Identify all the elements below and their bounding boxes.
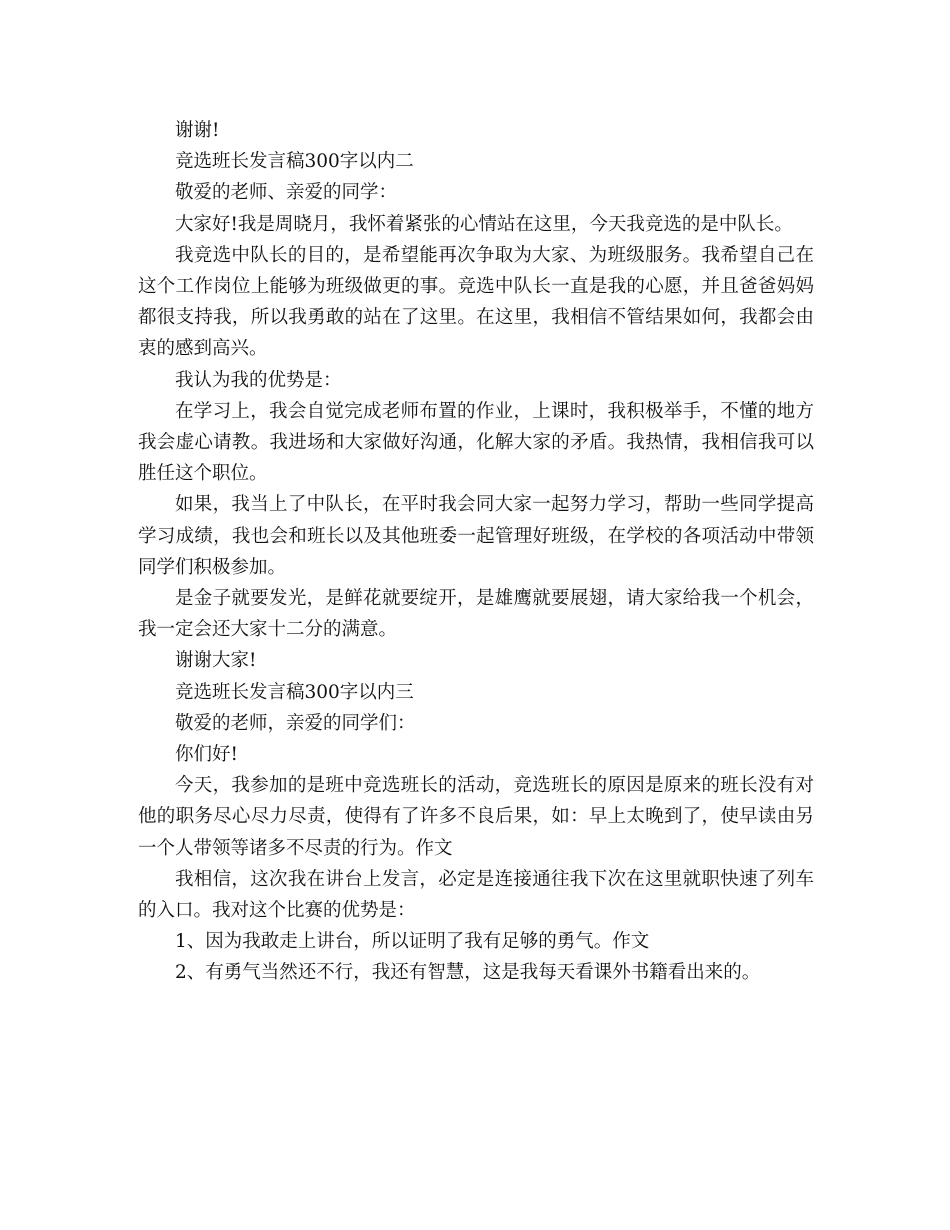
body-paragraph: 在学习上，我会自觉完成老师布置的作业，上课时，我积极举手，不懂的地方我会虚心请教。我进场和大家做好沟通，化解大家的矛盾。我热情，我相信我可以胜任这个职位。: [138, 400, 814, 485]
body-paragraph: 大家好!我是周晓月，我怀着紧张的心情站在这里，今天我竞选的是中队长。: [175, 213, 793, 235]
body-paragraph: 我认为我的优势是：: [175, 369, 342, 391]
list-item: 1、因为我敢走上讲台，所以证明了我有足够的勇气。作文: [175, 931, 650, 953]
section-heading-2: 竞选班长发言稿300字以内二: [175, 151, 414, 173]
salutation: 敬爱的老师，亲爱的同学们：: [175, 712, 416, 734]
body-paragraph: 如果，我当上了中队长，在平时我会同大家一起努力学习，帮助一些同学提高学习成绩，我也会和班长以及其他班委一起管理好班级，在学校的各项活动中带领同学们积极参加。: [138, 494, 814, 578]
body-paragraph: 我相信，这次我在讲台上发言，必定是连接通往我下次在这里就职快速了列车的入口。我对这个比赛的优势是：: [138, 868, 814, 922]
section-heading-3: 竞选班长发言稿300字以内三: [175, 681, 414, 703]
closing-thanks: 谢谢大家!: [175, 650, 257, 672]
salutation: 敬爱的老师、亲爱的同学：: [175, 182, 398, 204]
greeting: 你们好!: [175, 744, 238, 766]
body-paragraph: 是金子就要发光，是鲜花就要绽开，是雄鹰就要展翅，请大家给我一个机会，我一定会还大家十二分的满意。: [138, 588, 814, 641]
list-item: 2、有勇气当然还不行，我还有智慧，这是我每天看课外书籍看出来的。: [175, 962, 761, 984]
body-paragraph: 今天，我参加的是班中竞选班长的活动，竞选班长的原因是原来的班长没有对他的职务尽心尽力尽责，使得有了许多不良后果，如：早上太晚到了，使早读由另一个人带领等诸多不尽责的行为。作文: [138, 775, 814, 859]
document-body: [138, 115, 814, 989]
body-paragraph: 我竞选中队长的目的，是希望能再次争取为大家、为班级服务。我希望自己在这个工作岗位上能够为班级做更的事。竞选中队长一直是我的心愿，并且爸爸妈妈都很支持我，所以我勇敢的站在了这里。在这里，我相信不管结果如何，我都会由衷的感到高兴。: [138, 244, 814, 360]
closing-thanks: 谢谢!: [175, 120, 220, 141]
